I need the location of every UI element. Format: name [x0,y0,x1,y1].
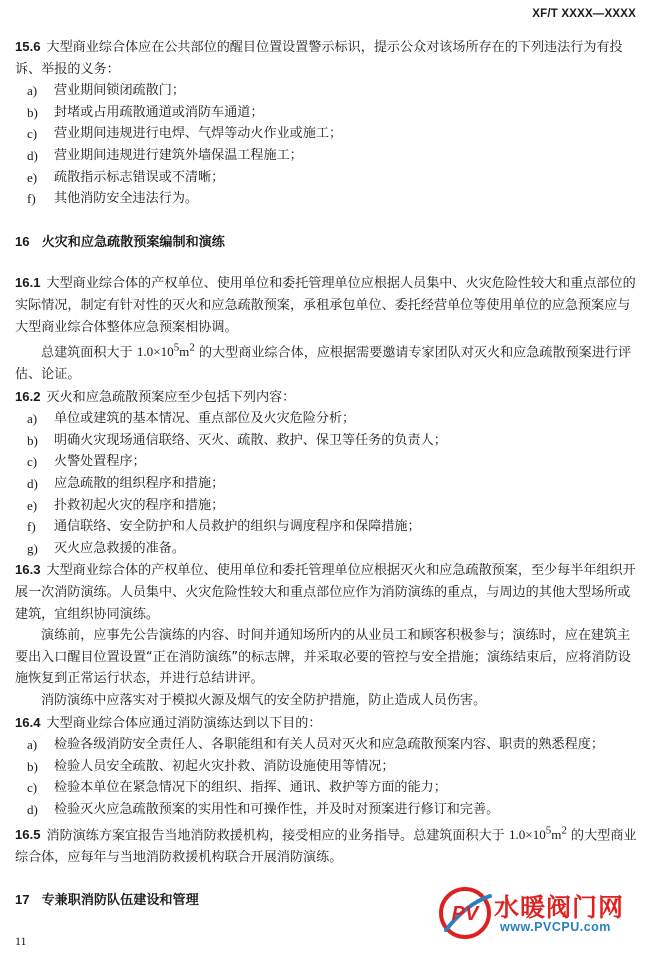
clause-16-4 [15,712,637,735]
document-code: XF/T XXXX—XXXX [532,8,636,20]
clause-number: 16.1 [15,275,41,291]
section-title: 火灾和应急疏散预案编制和演练 [41,234,225,250]
clause-16-3 [15,559,637,625]
pv-logo-icon [436,884,494,942]
clause-text: 大型商业综合体应在公共部位的醒目位置设置警示标识，提示公众对该场所存在的下列违法行为有投诉、举报的义务： [15,40,623,77]
list-item-text: 疏散指示标志错误或不清晰； [54,169,225,185]
list-item-text: 检验本单位在紧急情况下的组织、指挥、通讯、救护等方面的能力； [54,780,447,796]
clause-number: 16.3 [15,562,41,578]
area-unit: m [179,344,190,360]
watermark-title: 水暖阀门网 [494,893,625,922]
clause-15-6-list [15,80,637,210]
list-marker: e) [27,497,38,513]
clause-16-1 [15,272,637,338]
list-item-text: 营业期间违规进行电焊、气焊等动火作业或施工； [54,126,343,142]
list-item-text: 检验灭火应急疏散预案的实用性和可操作性，并及时对预案进行修订和完善。 [54,801,500,817]
list-item-text: 营业期间锁闭疏散门； [54,83,185,99]
list-item-text: 检验人员安全疏散、初起火灾扑救、消防设施使用等情况； [54,758,395,774]
clause-number: 16.2 [15,388,41,404]
list-marker: a) [27,83,38,99]
area-unit: m [551,826,562,842]
list-item [15,145,637,167]
list-item [15,473,637,495]
list-marker: c) [27,780,38,796]
area-base: 1.0×10 [136,344,174,360]
list-item [15,80,637,102]
area-base: 1.0×10 [508,826,546,842]
list-item [15,777,637,799]
list-item [15,756,637,778]
list-item [15,538,637,560]
section-title: 专兼职消防队伍建设和管理 [41,893,199,909]
list-item-text: 封堵或占用疏散通道或消防车通道； [54,104,264,120]
area-unit-exponent: 2 [561,824,567,837]
text-run: 的大型商业综合体，应每年与当地消防救援机构联合开展消防演练。 [15,827,637,865]
area-value [508,824,567,842]
clause-number: 16.4 [15,714,41,730]
list-marker: g) [27,540,38,556]
list-marker: d) [27,476,38,492]
list-item-text: 火警处置程序； [54,454,146,470]
list-item [15,734,637,756]
clause-text: 大型商业综合体应通过消防演练达到以下目的： [46,715,322,731]
clause-16-2 [15,386,637,409]
text-run: 消防演练方案宜报告当地消防救援机构，接受相应的业务指导。总建筑面积大于 [46,827,509,843]
clause-text: 大型商业综合体的产权单位、使用单位和委托管理单位应根据灭火和应急疏散预案，至少每半年组织开展一次消防演练。人员集中、火灾危险性较大和重点部位应作为消防演练的重点，与周边的其他大型场所或建筑，宜组织协同演练。 [15,563,636,622]
list-marker: a) [27,411,38,427]
document-body [15,36,637,912]
list-item [15,123,637,145]
area-unit-exponent: 2 [189,342,195,355]
list-item [15,516,637,538]
logo-letters: PV [451,903,479,925]
clause-16-3-paragraph-2: 演练前，应事先公告演练的内容、时间并通知场所内的从业员工和顾客积极参与；演练时，应在建筑主要出入口醒目位置设置“正在消防演练”的标志牌，并采取必要的管控与安全措施；演练结束后，应将消防设施恢复到正常运行状态，并进行总结讲评。 [15,628,631,687]
list-item [15,102,637,124]
list-marker: b) [27,104,38,120]
list-marker: c) [27,126,38,142]
site-watermark [436,882,636,944]
list-item-text: 检验各级消防安全责任人、各职能组和有关人员对灭火和应急疏散预案内容、职责的熟悉程度； [54,737,604,753]
list-marker: d) [27,147,38,163]
clause-16-5 [15,821,637,869]
text-run: 的大型商业综合体，应根据需要邀请专家团队对灭火和应急疏散预案进行评估、论证。 [15,345,632,383]
area-exponent: 5 [173,342,180,355]
area-value [137,344,195,359]
clause-16-2-list [15,408,637,559]
list-item-text: 灭火应急救援的准备。 [54,540,185,556]
clause-16-1-paragraph-2 [15,338,637,386]
list-marker: c) [27,454,38,470]
list-marker: a) [27,737,38,753]
list-item-text: 通信联络、安全防护和人员救护的组织与调度程序和保障措施； [54,519,421,535]
list-item-text: 营业期间违规进行建筑外墙保温工程施工； [54,147,303,163]
list-marker: f) [27,519,36,535]
watermark-url: www.PVCPU.com [500,920,611,934]
list-marker: d) [27,801,38,817]
clause-number: 15.6 [15,39,41,54]
clause-text: 灭火和应急疏散预案应至少包括下列内容： [46,389,296,405]
clause-text: 大型商业综合体的产权单位、使用单位和委托管理单位应根据人员集中、火灾危险性较大和重点部位的实际情况，制定有针对性的灭火和应急疏散预案，承租承包单位、委托经营单位等使用单位的应急预案应与大型商业综合体整体应急预案相协调。 [15,276,636,335]
section-number: 16 [15,233,30,249]
list-item [15,167,637,189]
clause-number: 16.5 [15,826,41,842]
list-item-text: 单位或建筑的基本情况、重点部位及火灾危险分析； [54,411,356,427]
section-number: 17 [15,892,30,908]
list-item [15,430,637,452]
list-item [15,451,637,473]
list-marker: b) [27,758,38,774]
section-heading-16 [15,231,637,254]
clause-15-6 [15,36,637,80]
list-item [15,799,637,821]
clause-16-4-list [15,734,637,820]
list-item-text: 扑救初起火灾的程序和措施； [54,497,225,513]
list-item-text: 明确火灾现场通信联络、灭火、疏散、救护、保卫等任务的负责人； [54,432,447,448]
clause-16-3-paragraph-3: 消防演练中应落实对于模拟火源及烟气的安全防护措施，防止造成人员伤害。 [41,692,487,708]
list-item [15,495,637,517]
list-item-text: 应急疏散的组织程序和措施； [54,476,225,492]
area-exponent: 5 [545,824,552,837]
list-marker: f) [27,191,36,207]
list-marker: e) [27,169,38,185]
text-run: 总建筑面积大于 [41,345,137,361]
list-item-text: 其他消防安全违法行为。 [54,191,199,207]
list-item [15,188,637,210]
list-marker: b) [27,432,38,448]
page-number: 11 [15,934,27,948]
list-item [15,408,637,430]
